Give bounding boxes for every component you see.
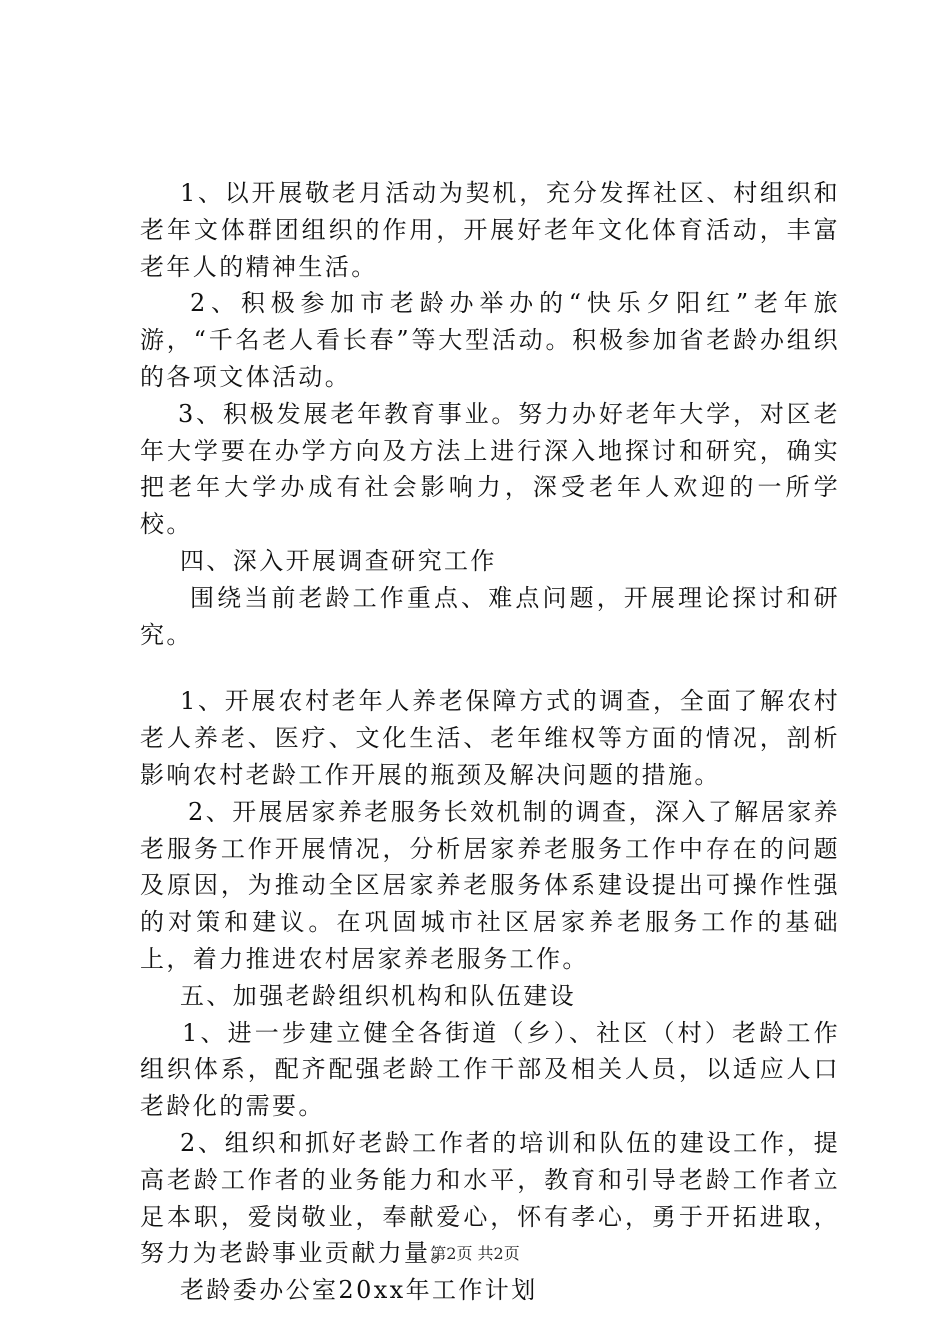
paragraph-activity-3: 3、积极发展老年教育事业。努力办好老年大学，对区老年大学要在办学方向及方法上进行深入地探讨和研究，确实把老年大学办成有社会影响力，深受老年人欢迎的一所学校。 [140,399,840,539]
document-body [140,175,840,1309]
closing-title: 老龄委办公室20xx年工作计划 [180,1276,538,1305]
paragraph-organization-2: 2、组织和抓好老龄工作者的培训和队伍的建设工作，提高老龄工作者的业务能力和水平，教育和引导老龄工作者立足本职，爱岗敬业，奉献爱心，怀有孝心，勇于开拓进取，努力为老龄事业贡献力量。 [140,1128,840,1268]
page-footer: 第2页 共2页 [430,1244,520,1263]
paragraph-spacer [140,653,840,683]
paragraph-activity-1: 1、以开展敬老月活动为契机，充分发挥社区、村组织和老年文体群团组织的作用，开展好老年文化体育活动，丰富老年人的精神生活。 [140,179,840,281]
section-heading-research: 四、深入开展调查研究工作 [180,546,497,575]
paragraph-organization-1: 1、进一步建立健全各街道（乡）、社区（村）老龄工作组织体系，配齐配强老龄工作干部及相关人员，以适应人口老龄化的需要。 [140,1018,840,1121]
section-heading-organization: 五、加强老龄组织机构和队伍建设 [180,981,576,1010]
paragraph-research-intro: 围绕当前老龄工作重点、难点问题，开展理论探讨和研究。 [140,583,840,649]
paragraph-activity-2: 2、积极参加市老龄办举办的“快乐夕阳红”老年旅游，“千名老人看长春”等大型活动。积极参加省老龄办组织的各项文体活动。 [140,289,840,391]
paragraph-research-1: 1、开展农村老年人养老保障方式的调查，全面了解农村老人养老、医疗、文化生活、老年维权等方面的情况，剖析影响农村老龄工作开展的瓶颈及解决问题的措施。 [140,687,840,789]
paragraph-research-2: 2、开展居家养老服务长效机制的调查，深入了解居家养老服务工作开展情况，分析居家养老服务工作中存在的问题及原因，为推动全区居家养老服务体系建设提出可操作性强的对策和建议。在巩固城市社区居家养老服务工作的基础上，着力推进农村居家养老服务工作。 [140,797,840,973]
